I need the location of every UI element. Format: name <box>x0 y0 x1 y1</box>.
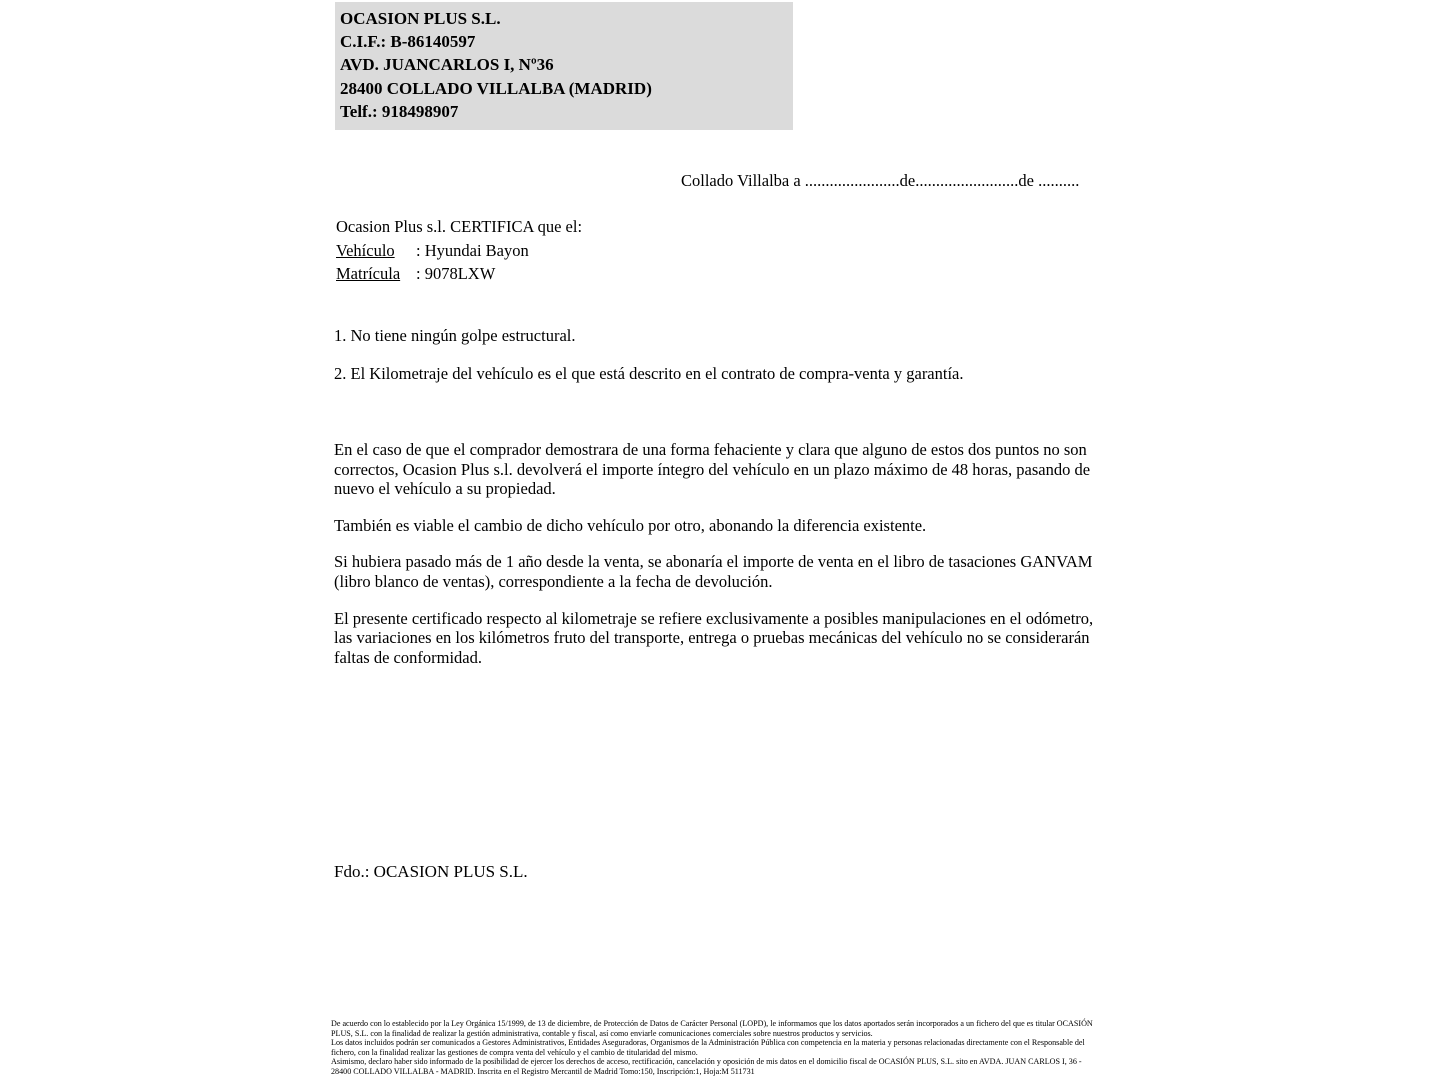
point-2: 2. El Kilometraje del vehículo es el que está descrito en el contrato de compra-venta y garantía. <box>334 364 964 383</box>
body-paragraphs <box>334 440 1100 684</box>
plate-row <box>336 262 582 286</box>
company-cif: C.I.F.: B-86140597 <box>340 32 476 52</box>
company-header <box>335 2 793 130</box>
vehicle-row <box>336 239 582 263</box>
company-name: OCASION PLUS S.L. <box>340 9 501 28</box>
plate-label: Matrícula <box>336 264 401 283</box>
vehicle-label: Vehículo <box>336 240 395 260</box>
paragraph-odometer: El presente certificado respecto al kilometraje se refiere exclusivamente a posibles manipulaciones en el odómetro, las variaciones en los kilómetros fruto del transporte, entrega o pruebas mecánicas del vehículo no se considerarán faltas de conformidad. <box>334 608 1094 667</box>
points-list <box>334 324 1100 400</box>
legal-paragraph-data-sharing: Los datos incluidos podrán ser comunicados a Gestores Administrativos, Entidades Aseguradoras, Organismos de la Administración Pública con competencia en la materia y personas relacionadas directamente con el Responsable del fichero, con la finalidad realizar las gestiones de compra venta del vehículo y el cambio de titularidad del mismo. <box>331 1038 1085 1057</box>
paragraph-ganvam: Si hubiera pasado más de 1 año desde la venta, se abonaría el importe de venta en el libro de tasaciones GANVAM (libro blanco de ventas), correspondiente a la fecha de devolución. <box>334 552 1093 591</box>
legal-paragraph-lopd: De acuerdo con lo establecido por la Ley Orgánica 15/1999, de 13 de diciembre, de Protección de Datos de Carácter Personal (LOPD), le informamos que los datos aportados serán incorporados a un fichero del que es titular OCASIÓN PLUS, S.L. con la finalidad de realizar la gestión administrativa, contable y fiscal, así como enviarle comunicaciones comerciales sobre nuestros productos y servicios. <box>331 1019 1093 1038</box>
paragraph-exchange: También es viable el cambio de dicho vehículo por otro, abonando la diferencia existente. <box>334 515 927 535</box>
signature-line: Fdo.: OCASION PLUS S.L. <box>334 862 528 881</box>
certificate-block <box>336 215 582 286</box>
legal-paragraph-rights: Asimismo, declaro haber sido informado de la posibilidad de ejercer los derechos de acceso, rectificación, cancelación y oposición de mis datos en el domicilio fiscal de OCASIÓN PLUS, S.L. sito en AVDA. JUAN CARLOS I, 36 - 28400 COLLADO VILLALBA - MADRID. Inscrita en el Registro Mercantil de Madrid Tomo:150, Inscripción:1, Hoja:M 511731 <box>331 1057 1082 1076</box>
vehicle-value: : Hyundai Bayon <box>416 240 529 260</box>
date-line: Collado Villalba a .......................de.........................de .......... <box>681 171 1080 190</box>
legal-notice <box>331 1019 1103 1077</box>
plate-value: : 9078LXW <box>416 264 496 283</box>
company-city: 28400 COLLADO VILLALBA (MADRID) <box>340 78 652 98</box>
company-phone: Telf.: 918498907 <box>340 101 459 121</box>
point-1: 1. No tiene ningún golpe estructural. <box>334 326 576 345</box>
company-address: AVD. JUANCARLOS I, Nº36 <box>340 55 554 75</box>
certifies-intro: Ocasion Plus s.l. CERTIFICA que el: <box>336 217 583 236</box>
paragraph-refund: En el caso de que el comprador demostrara de una forma fehaciente y clara que alguno de estos dos puntos no son correctos, Ocasion Plus s.l. devolverá el importe íntegro del vehículo en un plazo máximo de 48 horas, pasando de nuevo el vehículo a su propiedad. <box>334 440 1091 499</box>
